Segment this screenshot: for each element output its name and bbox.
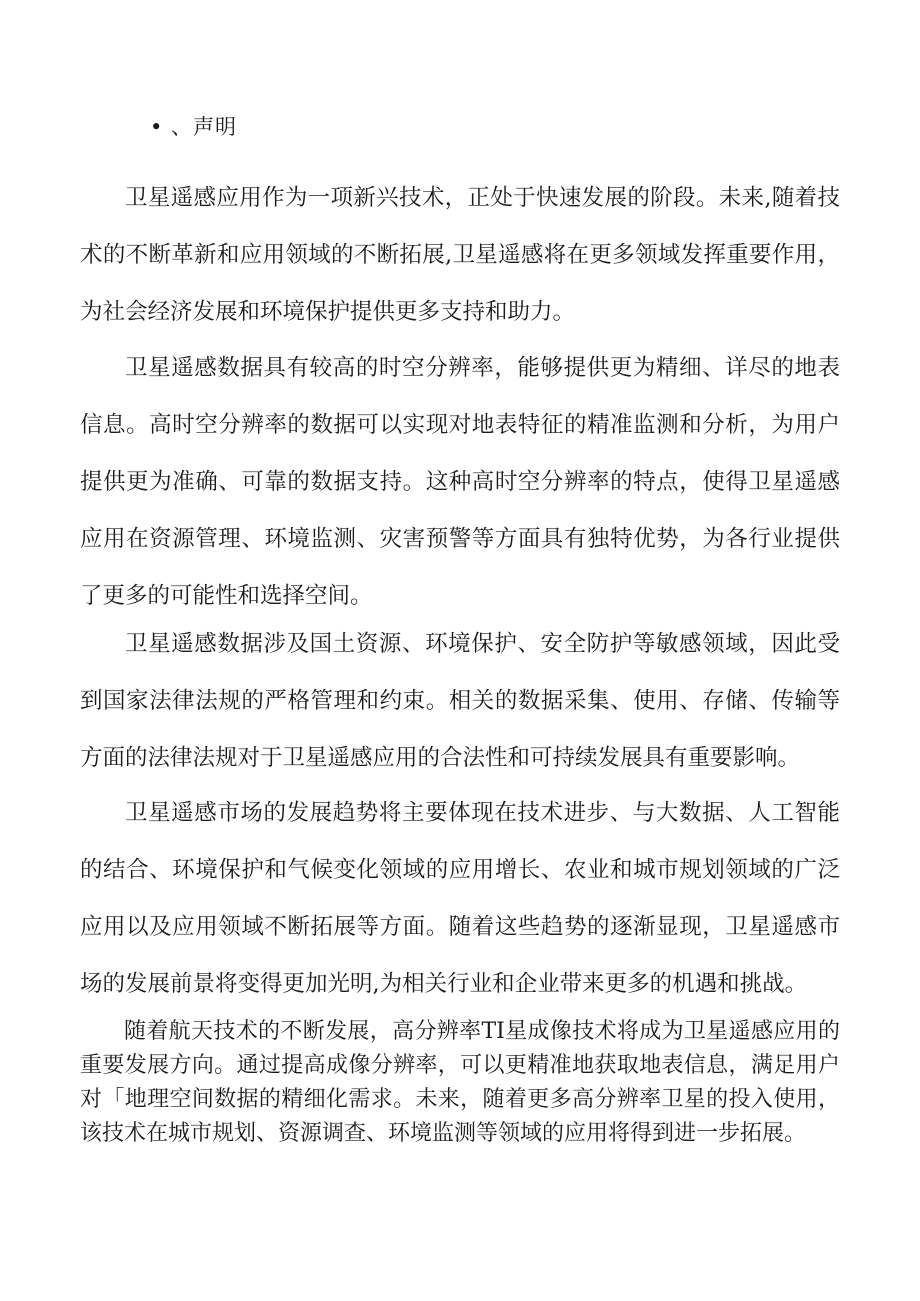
paragraph-5: 随着航天技术的不断发展，高分辨率TI星成像技术将成为卫星遥感应用的重要发展方向。通过提高成像分辨率，可以更精准地获取地表信息，满足用户对「地理空间数据的精细化需求。未来，随着更多高分辨率卫星的投入使用，该技术在城市规划、资源调查、环境监测等领域的应用将得到进一步拓展。 xyxy=(80,1019,840,1146)
section-heading: • 、声明 xyxy=(150,115,238,139)
paragraph-4: 卫星遥感市场的发展趋势将主要体现在技术进步、与大数据、人工智能的结合、环境保护和气候变化领域的应用增长、农业和城市规划领域的广泛应用以及应用领域不断拓展等方面。随着这些趋势的逐渐显现，卫星遥感市场的发展前景将变得更加光明,为相关行业和企业带来更多的机遇和挑战。 xyxy=(80,800,840,997)
paragraph-3: 卫星遥感数据涉及国土资源、环境保护、安全防护等敏感领域，因此受到国家法律法规的严格管理和约束。相关的数据采集、使用、存储、传输等方面的法律法规对于卫星遥感应用的合法性和可持续发展具有重要影响。 xyxy=(80,631,840,771)
paragraph-1: 卫星遥感应用作为一项新兴技术，正处于快速发展的阶段。未来,随着技术的不断革新和应用领域的不断拓展,卫星遥感将在更多领域发挥重要作用，为社会经济发展和环境保护提供更多支持和助力。 xyxy=(80,185,840,325)
paragraph-2: 卫星遥感数据具有较高的时空分辨率，能够提供更为精细、详尽的地表信息。高时空分辨率的数据可以实现对地表特征的精准监测和分析，为用户提供更为准确、可靠的数据支持。这种高时空分辨率的特点，使得卫星遥感应用在资源管理、环境监测、灾害预警等方面具有独特优势，为各行业提供了更多的可能性和选择空间。 xyxy=(80,355,840,609)
